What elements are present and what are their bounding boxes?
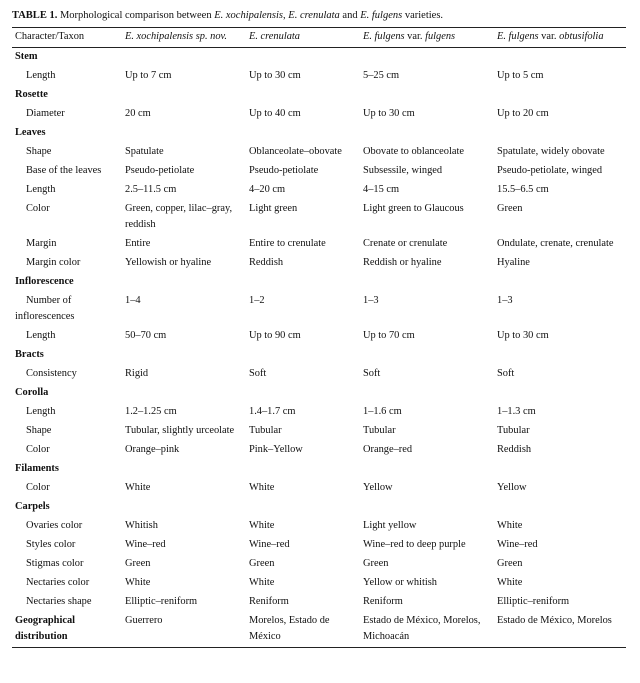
character-cell: Diameter — [26, 108, 65, 119]
table-row — [12, 574, 626, 593]
value-cell: White — [497, 577, 523, 588]
value-cell: Tubular — [249, 425, 282, 436]
section-label: Bracts — [15, 349, 44, 360]
value-cell: Up to 30 cm — [249, 70, 301, 81]
column-header-segment: obtusifolia — [559, 31, 604, 42]
character-cell: Length — [26, 184, 56, 195]
value-cell: Pseudo-petiolate — [125, 165, 195, 176]
section-label: Leaves — [15, 127, 46, 138]
value-cell: Subsessile, winged — [363, 165, 443, 176]
table-row — [12, 422, 626, 441]
section-label: Filaments — [15, 463, 59, 474]
value-cell: Crenate or crenulate — [363, 238, 448, 249]
value-cell: Yellow — [497, 482, 527, 493]
value-cell: Wine–red to deep purple — [363, 539, 466, 550]
value-cell: Ondulate, crenate, crenulate — [497, 238, 614, 249]
caption-segment: E. xochipalensis — [214, 10, 284, 21]
section-row — [12, 346, 626, 365]
value-cell: Elliptic–reniform — [125, 596, 198, 607]
value-cell: Pseudo-petiolate — [249, 165, 319, 176]
column-header — [493, 28, 626, 48]
table-caption-text — [57, 10, 443, 21]
column-header-segment: E. fulgens — [497, 31, 539, 42]
table-row — [12, 555, 626, 574]
value-cell: White — [125, 577, 151, 588]
value-cell: 1–3 — [363, 295, 379, 306]
caption-segment: and — [339, 10, 361, 21]
character-cell: Shape — [26, 425, 52, 436]
character-cell: Ovaries color — [26, 520, 83, 531]
table-row — [12, 254, 626, 273]
value-cell: Morelos, Estado de México — [245, 612, 359, 648]
column-header-segment: var. — [538, 31, 560, 42]
value-cell: White — [125, 482, 151, 493]
value-cell: Spatulate, widely obovate — [497, 146, 605, 157]
value-cell: Rigid — [125, 368, 149, 379]
character-cell: Nectaries color — [26, 577, 90, 588]
table-body — [12, 48, 626, 648]
value-cell: 5–25 cm — [363, 70, 400, 81]
value-cell: Tubular, slightly urceolate — [125, 425, 235, 436]
value-cell: 1–3 — [497, 295, 513, 306]
value-cell: 1.2–1.25 cm — [125, 406, 177, 417]
value-cell: Green, copper, lilac–gray, reddish — [125, 203, 233, 230]
value-cell: Green — [363, 558, 389, 569]
value-cell: Reddish or hyaline — [363, 257, 442, 268]
section-row — [12, 460, 626, 479]
value-cell: Up to 7 cm — [125, 70, 172, 81]
section-row — [12, 86, 626, 105]
section-label: Stem — [15, 51, 38, 62]
value-cell: Yellow — [363, 482, 393, 493]
value-cell: Obovate to oblanceolate — [363, 146, 464, 157]
value-cell: Yellow or whitish — [363, 577, 437, 588]
value-cell: Up to 20 cm — [497, 108, 549, 119]
value-cell: Soft — [363, 368, 381, 379]
value-cell: 50–70 cm — [125, 330, 167, 341]
character-cell: Length — [26, 330, 56, 341]
section-label: Rosette — [15, 89, 48, 100]
value-cell: Entire — [125, 238, 151, 249]
value-cell: 1–4 — [125, 295, 141, 306]
character-cell: Shape — [26, 146, 52, 157]
value-cell: Hyaline — [497, 257, 530, 268]
value-cell: Guerrero — [121, 612, 245, 648]
value-cell: Tubular — [363, 425, 396, 436]
value-cell: Reddish — [249, 257, 284, 268]
value-cell: Up to 70 cm — [363, 330, 415, 341]
value-cell: Whitish — [125, 520, 158, 531]
character-cell: Length — [26, 406, 56, 417]
caption-segment: , — [283, 10, 289, 21]
value-cell: Green — [125, 558, 151, 569]
caption-segment: Morphological comparison between — [57, 10, 215, 21]
character-cell: Number of inflorescences — [15, 295, 75, 322]
value-cell: Reniform — [249, 596, 289, 607]
value-cell: White — [497, 520, 523, 531]
column-header — [359, 28, 493, 48]
value-cell: Light yellow — [363, 520, 417, 531]
section-row — [12, 498, 626, 517]
section-row — [12, 48, 626, 68]
value-cell: Light green to Glaucous — [363, 203, 464, 214]
table-caption-lead: TABLE 1. — [12, 10, 58, 21]
value-cell: Spatulate — [125, 146, 164, 157]
section-label: Carpels — [15, 501, 50, 512]
table-row — [12, 479, 626, 498]
value-cell: Up to 40 cm — [249, 108, 301, 119]
value-cell: Elliptic–reniform — [497, 596, 570, 607]
value-cell: Up to 30 cm — [363, 108, 415, 119]
character-cell: Styles color — [26, 539, 76, 550]
section-row — [12, 124, 626, 143]
value-cell: Soft — [497, 368, 515, 379]
value-cell: Pink–Yellow — [249, 444, 303, 455]
value-cell: 4–20 cm — [249, 184, 286, 195]
character-cell: Color — [26, 203, 50, 214]
value-cell: Up to 5 cm — [497, 70, 544, 81]
value-cell: Pseudo-petiolate, winged — [497, 165, 603, 176]
character-cell: Margin — [26, 238, 57, 249]
value-cell: Up to 30 cm — [497, 330, 549, 341]
character-cell: Nectaries shape — [26, 596, 92, 607]
table-row — [12, 327, 626, 346]
caption-segment: E. fulgens — [360, 10, 403, 21]
value-cell: Wine–red — [249, 539, 290, 550]
table-row — [12, 143, 626, 162]
table-row — [12, 536, 626, 555]
table-row — [12, 67, 626, 86]
caption-segment: E. crenulata — [288, 10, 340, 21]
table-header-row — [12, 28, 626, 48]
table-row — [12, 181, 626, 200]
table-row — [12, 162, 626, 181]
value-cell: Up to 90 cm — [249, 330, 301, 341]
character-cell: Length — [26, 70, 56, 81]
table-row — [12, 200, 626, 235]
value-cell: White — [249, 577, 275, 588]
table-caption — [12, 9, 632, 23]
column-header — [12, 28, 121, 48]
value-cell: 20 cm — [125, 108, 151, 119]
value-cell: Oblanceolate–obovate — [249, 146, 342, 157]
value-cell: Soft — [249, 368, 267, 379]
value-cell: Entire to crenulate — [249, 238, 326, 249]
column-header-segment: Character/Taxon — [15, 31, 85, 42]
value-cell: Estado de México, Morelos — [493, 612, 626, 648]
table-row — [12, 235, 626, 254]
table-row — [12, 441, 626, 460]
character-cell: Color — [26, 482, 50, 493]
value-cell: Reddish — [497, 444, 532, 455]
character-cell: Geographical distribution — [12, 612, 121, 648]
column-header — [121, 28, 245, 48]
value-cell: Green — [249, 558, 275, 569]
value-cell: White — [249, 482, 275, 493]
value-cell: Tubular — [497, 425, 530, 436]
column-header-segment: E. crenulata — [249, 31, 300, 42]
value-cell: White — [249, 520, 275, 531]
value-cell: 4–15 cm — [363, 184, 400, 195]
value-cell: 1–1.6 cm — [363, 406, 402, 417]
value-cell: 15.5–6.5 cm — [497, 184, 549, 195]
table-row — [12, 612, 626, 648]
value-cell: Reniform — [363, 596, 403, 607]
value-cell: 1–1.3 cm — [497, 406, 536, 417]
column-header-segment: E. fulgens — [363, 31, 405, 42]
value-cell: Orange–red — [363, 444, 413, 455]
table-row — [12, 365, 626, 384]
section-label: Corolla — [15, 387, 49, 398]
character-cell: Margin color — [26, 257, 81, 268]
column-header-segment: var. — [404, 31, 426, 42]
column-header-segment: E. xochipalensis sp. nov. — [125, 31, 227, 42]
value-cell: Yellowish or hyaline — [125, 257, 212, 268]
character-cell: Color — [26, 444, 50, 455]
section-row — [12, 273, 626, 292]
table-row — [12, 105, 626, 124]
table-row — [12, 403, 626, 422]
value-cell: Orange–pink — [125, 444, 180, 455]
value-cell: Wine–red — [497, 539, 538, 550]
table-row — [12, 517, 626, 536]
column-header-segment: fulgens — [425, 31, 456, 42]
value-cell: 1.4–1.7 cm — [249, 406, 296, 417]
value-cell: Wine–red — [125, 539, 166, 550]
character-cell: Consistency — [26, 368, 77, 379]
value-cell: Light green — [249, 203, 298, 214]
value-cell: 1–2 — [249, 295, 265, 306]
caption-segment: varieties. — [402, 10, 444, 21]
section-label: Inflorescence — [15, 276, 74, 287]
value-cell: Green — [497, 203, 523, 214]
morphology-table — [12, 27, 626, 648]
value-cell: Estado de México, Morelos, Michoacán — [359, 612, 493, 648]
table-row — [12, 292, 626, 327]
character-cell: Base of the leaves — [26, 165, 102, 176]
value-cell: 2.5–11.5 cm — [125, 184, 177, 195]
character-cell: Stigmas color — [26, 558, 84, 569]
value-cell: Green — [497, 558, 523, 569]
table-row — [12, 593, 626, 612]
column-header — [245, 28, 359, 48]
section-row — [12, 384, 626, 403]
